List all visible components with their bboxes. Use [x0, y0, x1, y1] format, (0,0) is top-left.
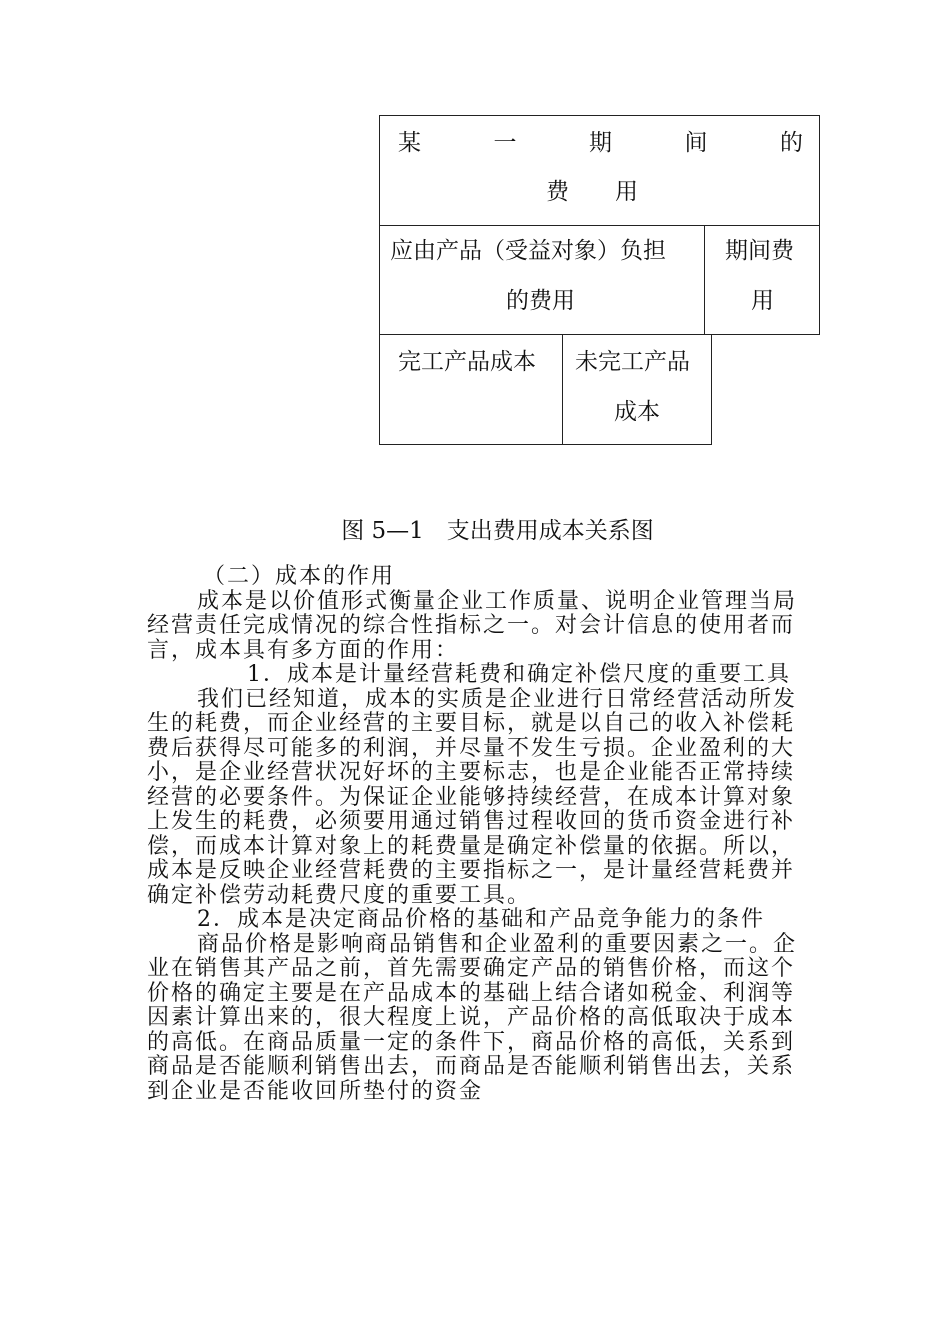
body-text — [147, 565, 807, 1104]
diagram-bottom-left-box — [379, 334, 563, 445]
left-box-line1: 应由产品（受益对象）负担 — [390, 238, 666, 264]
diagram-top-box — [379, 115, 820, 226]
point2-body: 商品价格是影响商品销售和企业盈利的重要因素之一。企业在销售其产品之前，首先需要确定产品的销售价格，而这个价格的确定主要是在产品成本的基础上结合诸如税金、利润等因素计算出来的，很大程度上说，产品价格的高低取决于成本的高低。在商品质量一定的条件下，商品价格的高低，关系到商品是否能顺利销售出去，而商品是否能顺利销售出去，关系到企业是否能收回所垫付的资金 — [147, 931, 798, 1104]
point1-title: 1．成本是计量经营耗费和确定补偿尺度的重要工具 — [247, 662, 791, 687]
point1-body: 我们已经知道，成本的实质是企业进行日常经营活动所发生的耗费，而企业经营的主要目标，就是以自己的收入补偿耗费后获得尽可能多的利润，并尽量不发生亏损。企业盈利的大小，是企业经营状况好坏的主要标志，也是企业能否正常持续经营的必要条件。为保证企业能够持续经营，在成本计算对象上发生的耗费，必须要用通过销售过程收回的货币资金进行补偿，而成本计算对象上的耗费量是确定补偿量的依据。所以，成本是反映企业经营耗费的主要指标之一，是计量经营耗费并确定补偿劳动耗费尺度的重要工具。 — [147, 686, 798, 908]
top-box-line2: 费 用 — [546, 179, 638, 205]
top-box-char: 间 — [684, 130, 708, 156]
diagram-left-box — [379, 225, 705, 335]
top-box-char: 期 — [589, 130, 612, 156]
right-box-line1: 期间费 — [725, 238, 794, 264]
diagram-bottom-right-box — [562, 334, 712, 445]
paragraph-intro: 成本是以价值形式衡量企业工作质量、说明企业管理当局经营责任完成情况的综合性指标之一。对会计信息的使用者而言，成本具有多方面的作用： — [147, 588, 798, 663]
bottom-right-box-line1: 未完工产品 — [575, 349, 690, 375]
right-box-line2: 用 — [751, 288, 774, 314]
figure-caption: 图 5—1 支出费用成本关系图 — [341, 518, 654, 544]
top-box-char: 一 — [493, 130, 517, 156]
bottom-right-box-line2: 成本 — [614, 399, 660, 425]
left-box-line2: 的费用 — [506, 288, 575, 314]
top-box-char: 某 — [398, 130, 421, 156]
top-box-line1 — [398, 132, 803, 155]
top-box-char: 的 — [780, 130, 803, 156]
diagram-right-box — [704, 225, 820, 335]
section-heading: （二）成本的作用 — [203, 564, 396, 589]
bottom-left-box-text: 完工产品成本 — [398, 349, 536, 375]
point2-title: 2．成本是决定商品价格的基础和产品竞争能力的条件 — [197, 907, 765, 932]
